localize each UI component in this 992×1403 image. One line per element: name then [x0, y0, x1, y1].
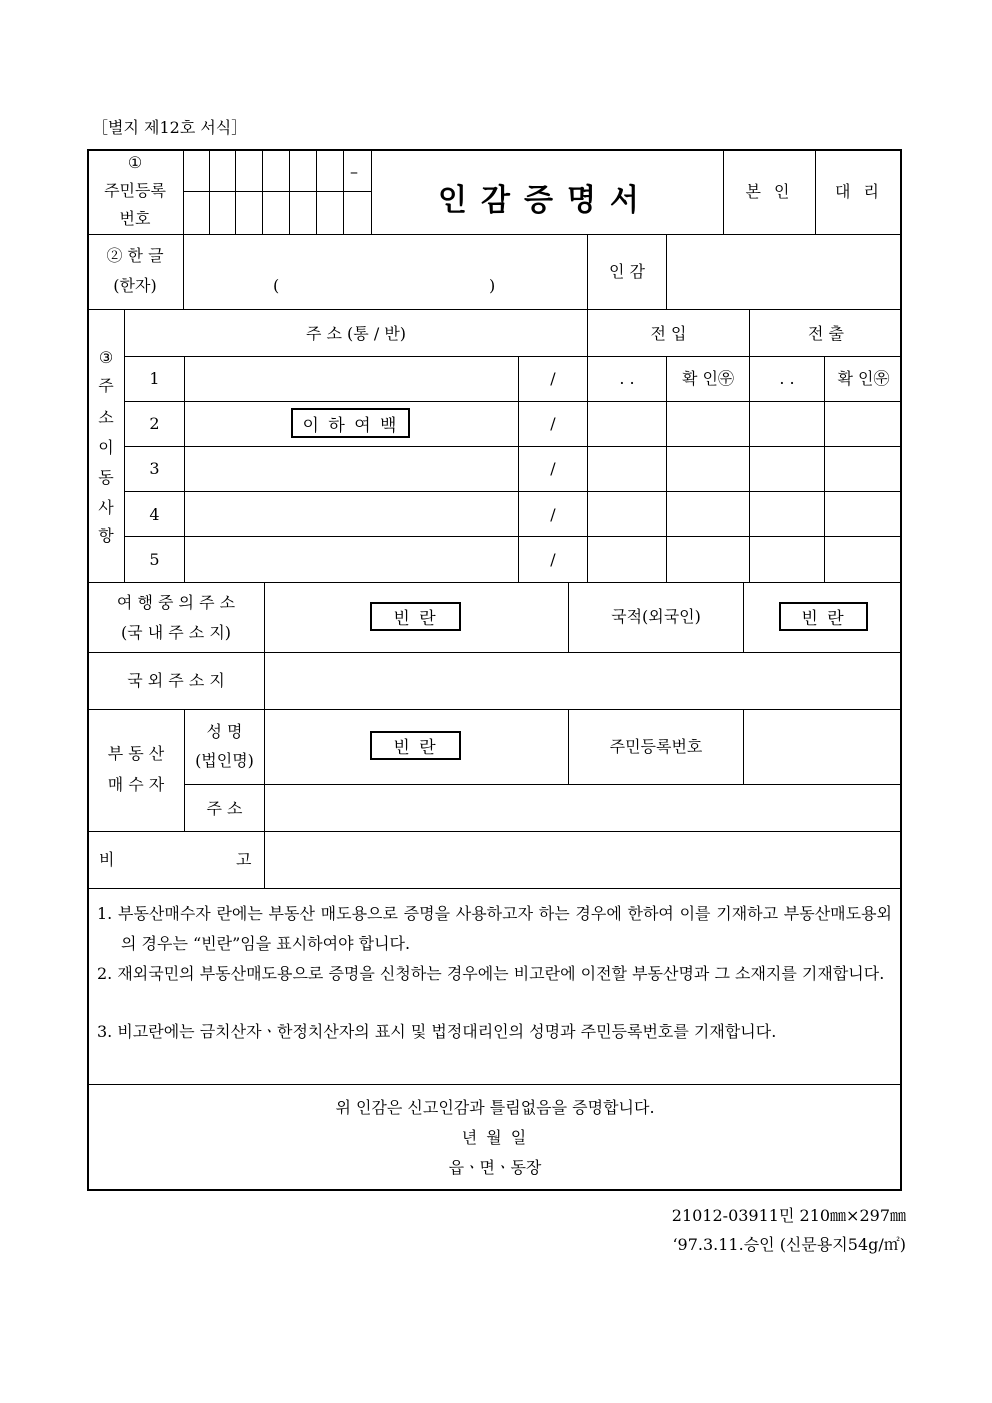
overseas-address-field[interactable] [270, 658, 896, 702]
page-title: 인감증명서 [438, 183, 653, 218]
approval-info: ‘97.3.11.승인 (신문용지54g/㎡) [672, 1235, 906, 1254]
tong-ban-slash: / [550, 369, 556, 388]
nationality-blank-stamp: 빈 란 [779, 602, 868, 631]
nationality-label: 국적(외국인) [611, 607, 701, 626]
address-side-label-3: 이 [98, 438, 114, 457]
korean-name-label: ② 한 글 [106, 246, 164, 265]
address-row-number: 4 [149, 505, 160, 524]
rrn-circle-number: ① [127, 153, 143, 172]
rrn-dash: – [350, 162, 358, 181]
address-side-label-0: ③ [98, 348, 114, 367]
note-item: 1. 부동산매수자 란에는 부동산 매도용으로 증명을 사용하고자 하는 경우에 한하여 이를 기재하고 부동산매도용외의 경우는 “빈란”임을 표시하여야 합니다. [97, 904, 892, 953]
move-out-date: . . [779, 369, 795, 388]
remarks-field[interactable] [270, 837, 896, 882]
issuing-office: 읍ㆍ면ㆍ동장 [448, 1158, 542, 1177]
address-row-number: 1 [149, 369, 160, 388]
certification-statement: 위 인감은 신고인감과 틀림없음을 증명합니다. [335, 1098, 655, 1117]
note-item: 3. 비고란에는 금치산자ㆍ한정치산자의 표시 및 법정대리인의 성명과 주민등록번호를 기재합니다. [97, 1022, 777, 1041]
below-blank-stamp: 이 하 여 백 [291, 408, 410, 438]
tong-ban-slash: / [550, 459, 556, 478]
hanja-name-label: (한자) [113, 276, 157, 295]
address-side-label-4: 동 [98, 468, 114, 487]
address-side-label-1: 주 [98, 376, 114, 395]
buyer-label: 부 동 산 [107, 744, 165, 763]
travel-address-label: 여 행 중 의 주 소 [116, 593, 236, 612]
overseas-address-label: 국 외 주 소 지 [127, 671, 225, 690]
tong-ban-slash: / [550, 550, 556, 569]
hanja-paren-open: ( [273, 276, 280, 295]
address-side-label-2: 소 [98, 408, 114, 427]
name-input-area[interactable] [190, 240, 580, 302]
rrn-label-2: 번호 [119, 209, 151, 228]
buyer-name-label: 성 명 [206, 722, 243, 741]
domestic-address-label: (국 내 주 소 지) [120, 623, 232, 642]
remarks-label: 비 [99, 850, 115, 869]
rrn-label: 주민등록 [104, 181, 166, 200]
seal-area[interactable] [670, 240, 896, 302]
buyer-rrn-label: 주민등록번호 [609, 737, 703, 756]
address-header: 주 소 (통 / 반) [305, 324, 407, 343]
address-side-label-5: 사 [98, 498, 114, 517]
divider [183, 150, 184, 234]
address-side-label-6: 항 [98, 526, 114, 545]
seal-label: 인 감 [609, 262, 645, 281]
buyer-label-2: 매 수 자 [107, 775, 165, 794]
buyer-blank-stamp: 빈 란 [370, 731, 461, 760]
address-row-number: 3 [149, 459, 160, 478]
hanja-paren-close: ) [489, 276, 496, 295]
travel-blank-stamp: 빈 란 [370, 602, 461, 631]
proxy-option[interactable]: 대 리 [835, 182, 883, 201]
form-code: 21012-03911민 210㎜×297㎜ [671, 1206, 906, 1225]
move-in-header: 전 입 [650, 324, 687, 343]
move-out-header: 전 출 [808, 324, 844, 343]
form-number-label: ［별지 제12호 서식］ [92, 118, 248, 137]
address-row-number: 5 [149, 550, 160, 569]
move-in-date: . . [619, 369, 635, 388]
certification-date: 년 월 일 [461, 1128, 529, 1147]
move-out-confirm: 확 인㉾ [837, 369, 890, 388]
buyer-address-label: 주 소 [206, 799, 243, 818]
self-option[interactable]: 본 인 [745, 182, 794, 201]
tong-ban-slash: / [550, 505, 556, 524]
remarks-label-2: 고 [236, 850, 252, 869]
corporate-name-label: (법인명) [195, 751, 254, 770]
tong-ban-slash: / [550, 414, 556, 433]
address-row-number: 2 [149, 414, 160, 433]
note-item: 2. 재외국민의 부동산매도용으로 증명을 신청하는 경우에는 비고란에 이전할 부동산명과 그 소재지를 기재합니다. [97, 964, 885, 983]
move-in-confirm: 확 인㉾ [682, 369, 734, 388]
